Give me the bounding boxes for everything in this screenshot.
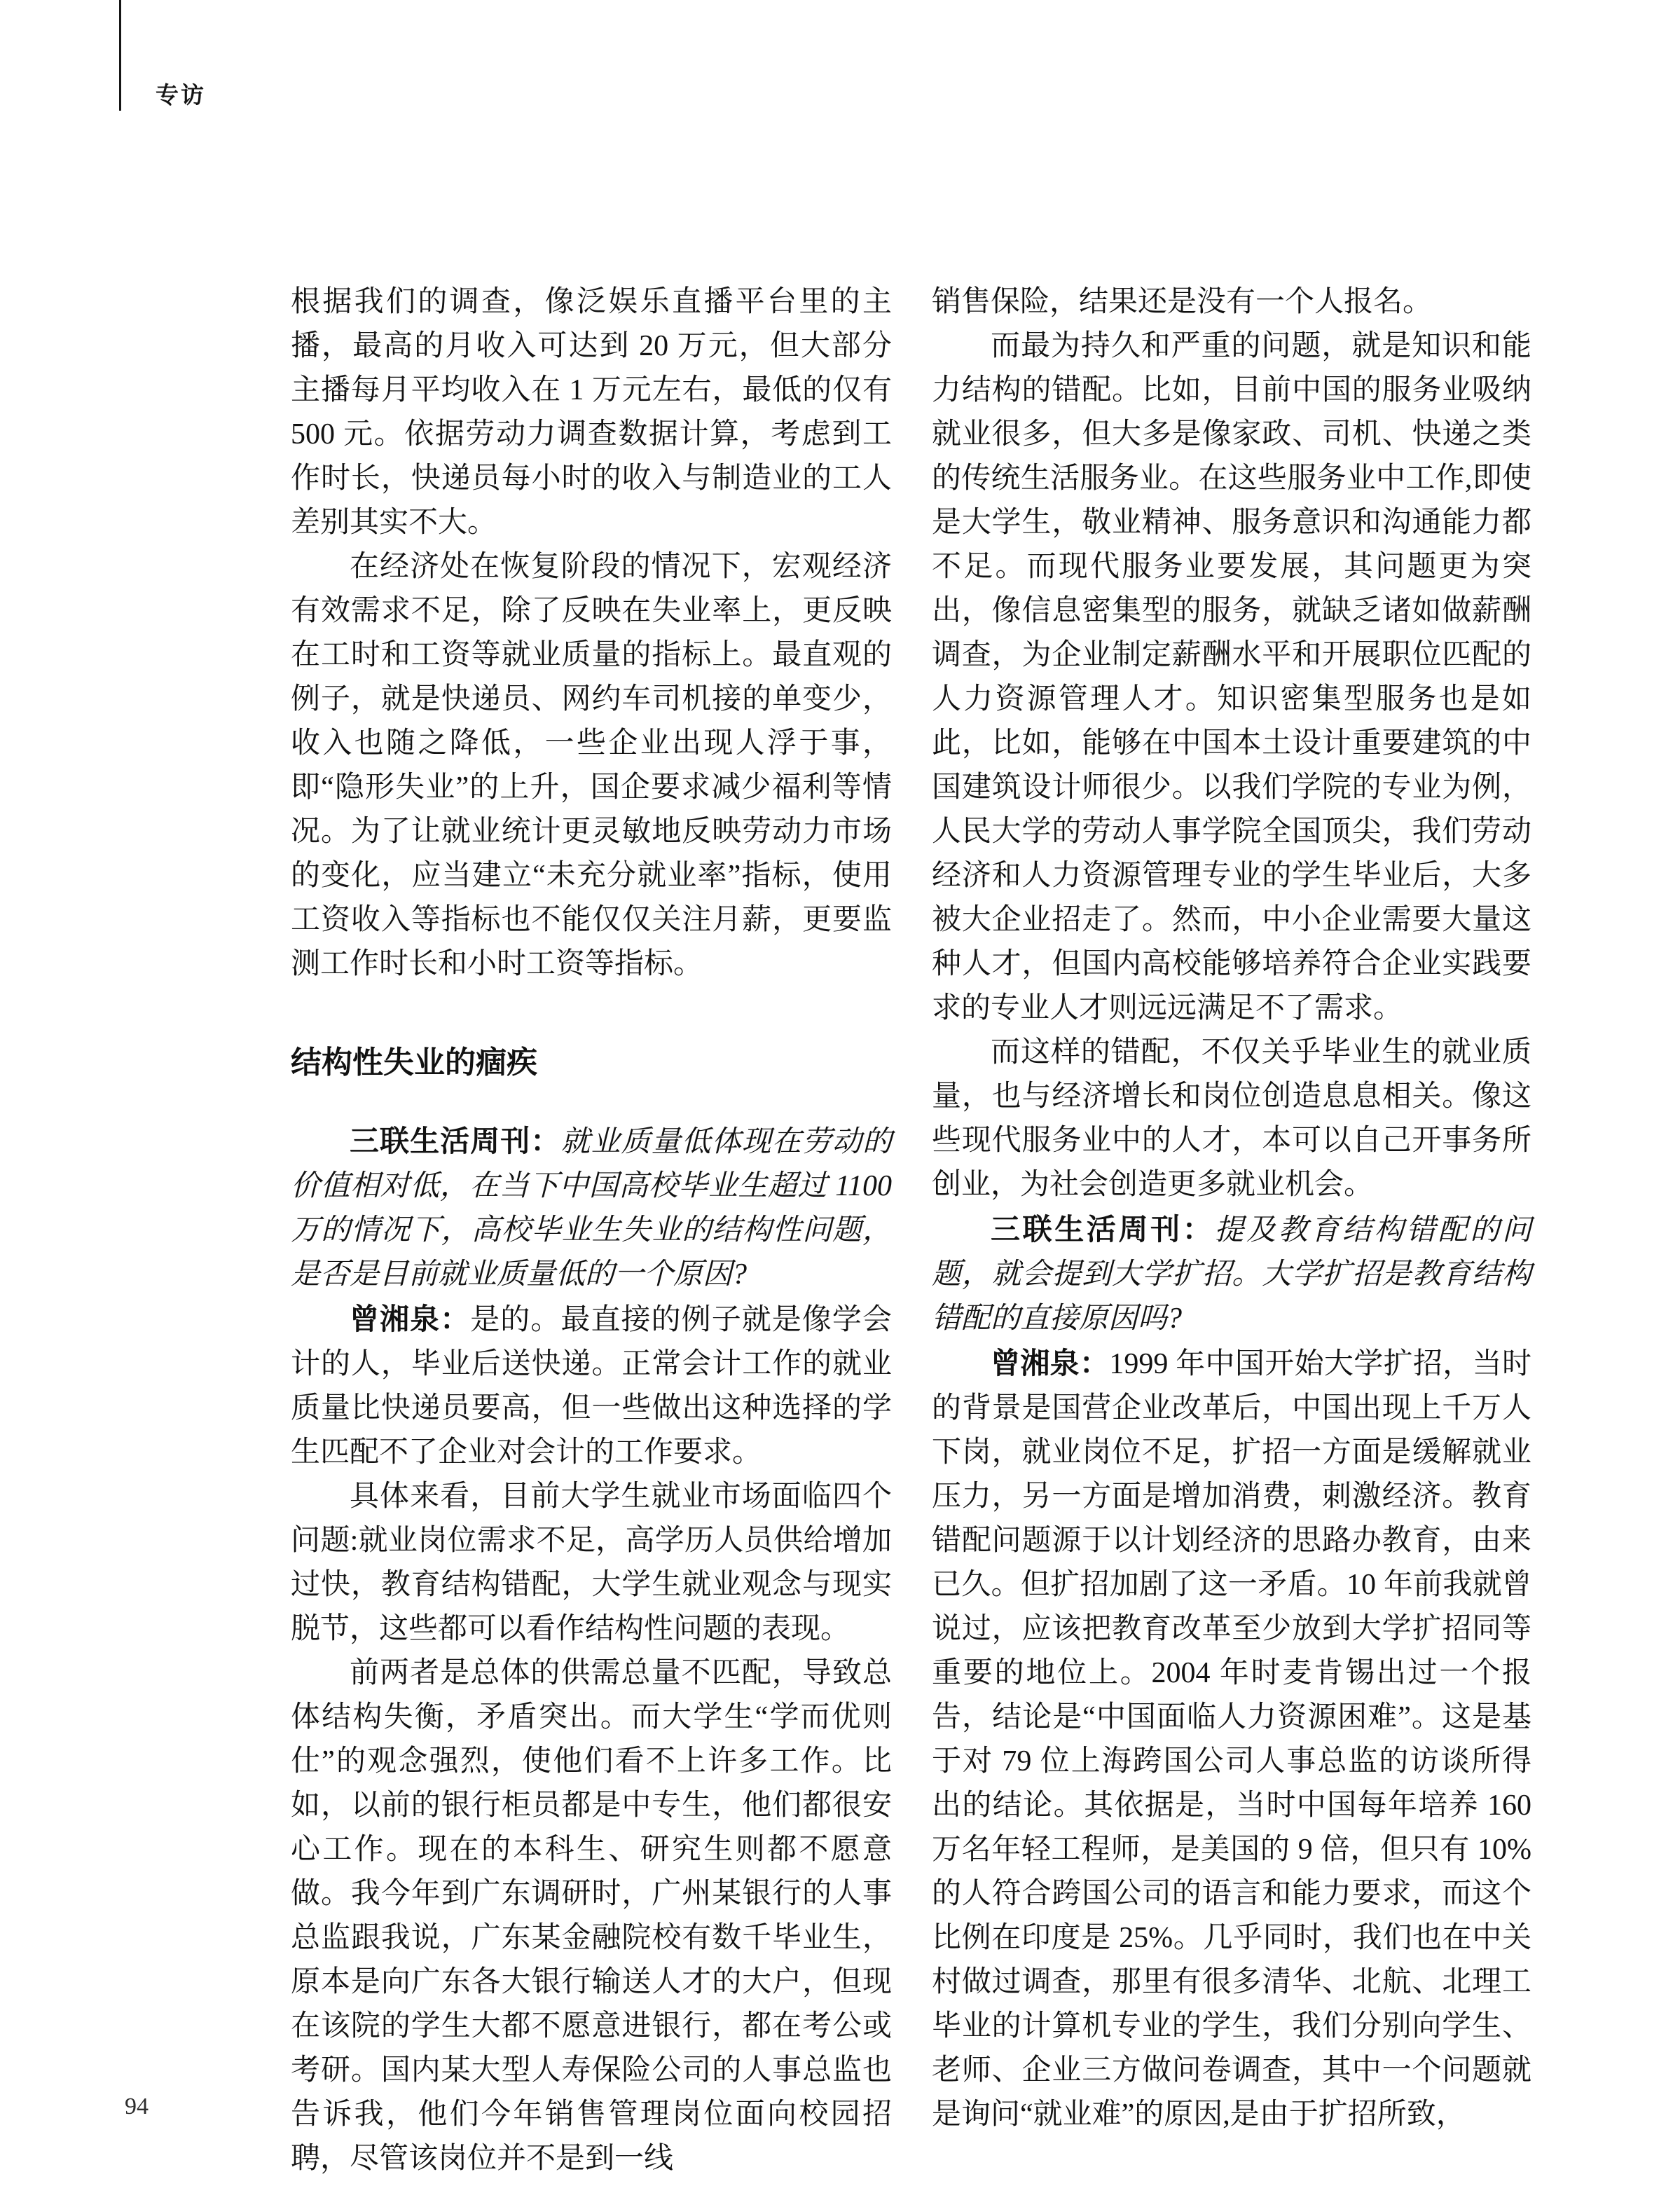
- text-column-right: [932, 280, 1531, 2137]
- section-label: 专访: [156, 82, 206, 108]
- answer-text: 是的。最直接的例子就是像学会计的人，毕业后送快递。正常会计工作的就业质量比快递员要高，但一些做出这种选择的学生匹配不了企业对会计的工作要求。: [291, 1304, 892, 1469]
- answer-text: 1999 年中国开始大学扩招，当时的背景是国营企业改革后，中国出现上千万人下岗，就业岗位不足，扩招一方面是缓解就业压力，另一方面是增加消费，刺激经济。教育错配问题源于以计划经济的思路办教育，由来已久。但扩招加剧了这一矛盾。10 年前我就曾说过，应该把教育改革至少放到大学扩招同等重要的地位上。2004 年时麦肯锡出过一个报告，结论是“中国面临人力资源困难”。这是基于对 79 位上海跨国公司人事总监的访谈所得出的结论。其依据是，当时中国每年培养 160 万名年轻工程师，是美国的 9 倍，但只有 10% 的人符合跨国公司的语言和能力要求，而这个比例在印度是 25%。几乎同时，我们也在中关村做过调查，那里有很多清华、北航、北理工毕业的计算机专业的学生，我们分别向学生、老师、企业三方做问卷调查，其中一个问题就是询问“就业难”的原因,是由于扩招所致，: [932, 1348, 1531, 2131]
- paragraph: 在经济处在恢复阶段的情况下，宏观经济有效需求不足，除了反映在失业率上，更反映在工时和工资等就业质量的指标上。最直观的例子，就是快递员、网约车司机接的单变少，收入也随之降低，一些企业出现人浮于事，即“隐形失业”的上升，国企要求减少福利等情况。为了让就业统计更灵敏地反映劳动力市场的变化，应当建立“未充分就业率”指标，使用工资收入等指标也不能仅仅关注月薪，更要监测工作时长和小时工资等指标。: [291, 551, 892, 980]
- interviewer-name: 三联生活周刊：: [991, 1213, 1215, 1246]
- question-text: 提及教育结构错配的问题，就会提到大学扩招。大学扩招是教育结构错配的直接原因吗?: [932, 1214, 1531, 1335]
- interviewee-name: 曾湘泉：: [991, 1347, 1110, 1380]
- paragraph: 前两者是总体的供需总量不匹配，导致总体结构失衡，矛盾突出。而大学生“学而优则仕”的观念强烈，使他们看不上许多工作。比如，以前的银行柜员都是中专生，他们都很安心工作。现在的本科生、研究生则都不愿意做。我今年到广东调研时，广州某银行的人事总监跟我说，广东某金融院校有数千毕业生，原本是向广东各大银行输送人才的大户，但现在该院的学生大都不愿意进银行，都在考公或考研。国内某大型人寿保险公司的人事总监也告诉我，他们今年销售管理岗位面向校园招聘，尽管该岗位并不是到一线: [291, 1657, 892, 2175]
- paragraph: 根据我们的调查，像泛娱乐直播平台里的主播，最高的月收入可达到 20 万元，但大部分主播每月平均收入在 1 万元左右，最低的仅有 500 元。依据劳动力调查数据计算，考虑到工作时长，快递员每小时的收入与制造业的工人差别其实不大。: [291, 286, 892, 539]
- paragraph: 销售保险，结果还是没有一个人报名。: [932, 286, 1433, 318]
- paragraph: 具体来看，目前大学生就业市场面临四个问题:就业岗位需求不足，高学历人员供给增加过快，教育结构错配，大学生就业观念与现实脱节，这些都可以看作结构性问题的表现。: [291, 1480, 892, 1645]
- paragraph: 而这样的错配，不仅关乎毕业生的就业质量，也与经济增长和岗位创造息息相关。像这些现代服务业中的人才，本可以自己开事务所创业，为社会创造更多就业机会。: [932, 1036, 1531, 1201]
- section-heading: 结构性失业的痼疾: [291, 1045, 537, 1080]
- interviewer-name: 三联生活周刊：: [350, 1125, 561, 1157]
- question-text: 就业质量低体现在劳动的价值相对低，在当下中国高校毕业生超过 1100 万的情况下，高校毕业生失业的结构性问题，是否是目前就业质量低的一个原因?: [291, 1126, 892, 1291]
- header-vertical-rule: [119, 0, 121, 111]
- interview-answer: [291, 1297, 892, 1475]
- interview-question: [932, 1207, 1531, 1341]
- paragraph: 而最为持久和严重的问题，就是知识和能力结构的错配。比如，目前中国的服务业吸纳就业很多，但大多是像家政、司机、快递之类的传统生活服务业。在这些服务业中工作,即使是大学生，敬业精神、服务意识和沟通能力都不足。而现代服务业要发展，其问题更为突出，像信息密集型的服务，就缺乏诸如做薪酬调查，为企业制定薪酬水平和开展职位匹配的人力资源管理人才。知识密集型服务也是如此，比如，能够在中国本土设计重要建筑的中国建筑设计师很少。以我们学院的专业为例，人民大学的劳动人事学院全国顶尖，我们劳动经济和人力资源管理专业的学生毕业后，大多被大企业招走了。然而，中小企业需要大量这种人才，但国内高校能够培养符合企业实践要求的专业人才则远远满足不了需求。: [932, 330, 1531, 1024]
- text-column-left: [291, 280, 892, 2181]
- interview-answer: [932, 1341, 1531, 2137]
- page-number: 94: [125, 2094, 149, 2119]
- interview-question: [291, 1119, 892, 1297]
- interviewee-name: 曾湘泉：: [350, 1302, 471, 1335]
